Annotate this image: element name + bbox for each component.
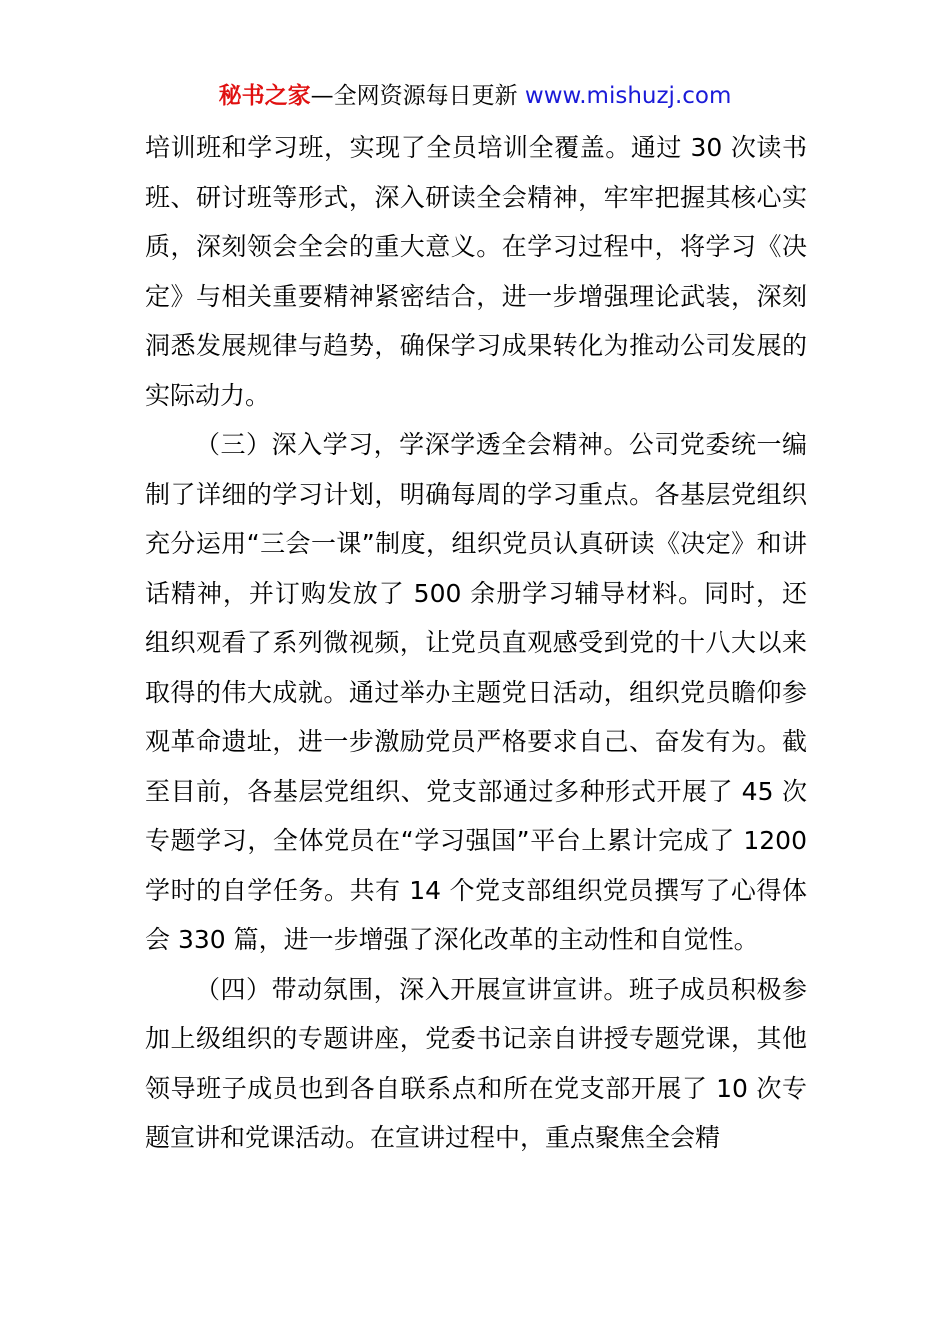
paragraph-section-3: （三）深入学习，学深学透全会精神。公司党委统一编制了详细的学习计划，明确每周的学习重点。各基层党组织充分运用“三会一课”制度，组织党员认真研读《决定》和讲话精神，并订购发放了 500 余册学习辅导材料。同时，还组织观看了系列微视频，让党员直观感受到党的十八大以来取得的伟大成就。通过举办主题党日活动，组织党员瞻仰参观革命遗址，进一步激励党员严格要求自己、奋发有为。截至目前，各基层党组织、党支部通过多种形式开展了 45 次专题学习，全体党员在“学习强国”平台上累计完成了 1200 学时的自学任务。共有 14 个党支部组织党员撰写了心得体会 330 篇，进一步增强了深化改革的主动性和自觉性。 xyxy=(145,430,807,954)
brand-name: 秘书之家 xyxy=(218,83,311,109)
site-url[interactable]: www.mishuzj.com xyxy=(524,83,732,109)
paragraph-section-4: （四）带动氛围，深入开展宣讲宣讲。班子成员积极参加上级组织的专题讲座，党委书记亲自讲授专题党课，其他领导班子成员也到各自联系点和所在党支部开展了 10 次专题宣讲和党课活动。在宣讲过程中，重点聚焦全会精 xyxy=(145,974,807,1152)
document-body xyxy=(145,123,807,1163)
header-tagline: —全网资源每日更新 xyxy=(310,83,518,109)
page-header xyxy=(0,80,950,112)
paragraph-continuation: 培训班和学习班，实现了全员培训全覆盖。通过 30 次读书班、研讨班等形式，深入研读全会精神，牢牢把握其核心实质，深刻领会全会的重大意义。在学习过程中，将学习《决定》与相关重要精神紧密结合，进一步增强理论武装，深刻洞悉发展规律与趋势，确保学习成果转化为推动公司发展的实际动力。 xyxy=(145,133,807,410)
